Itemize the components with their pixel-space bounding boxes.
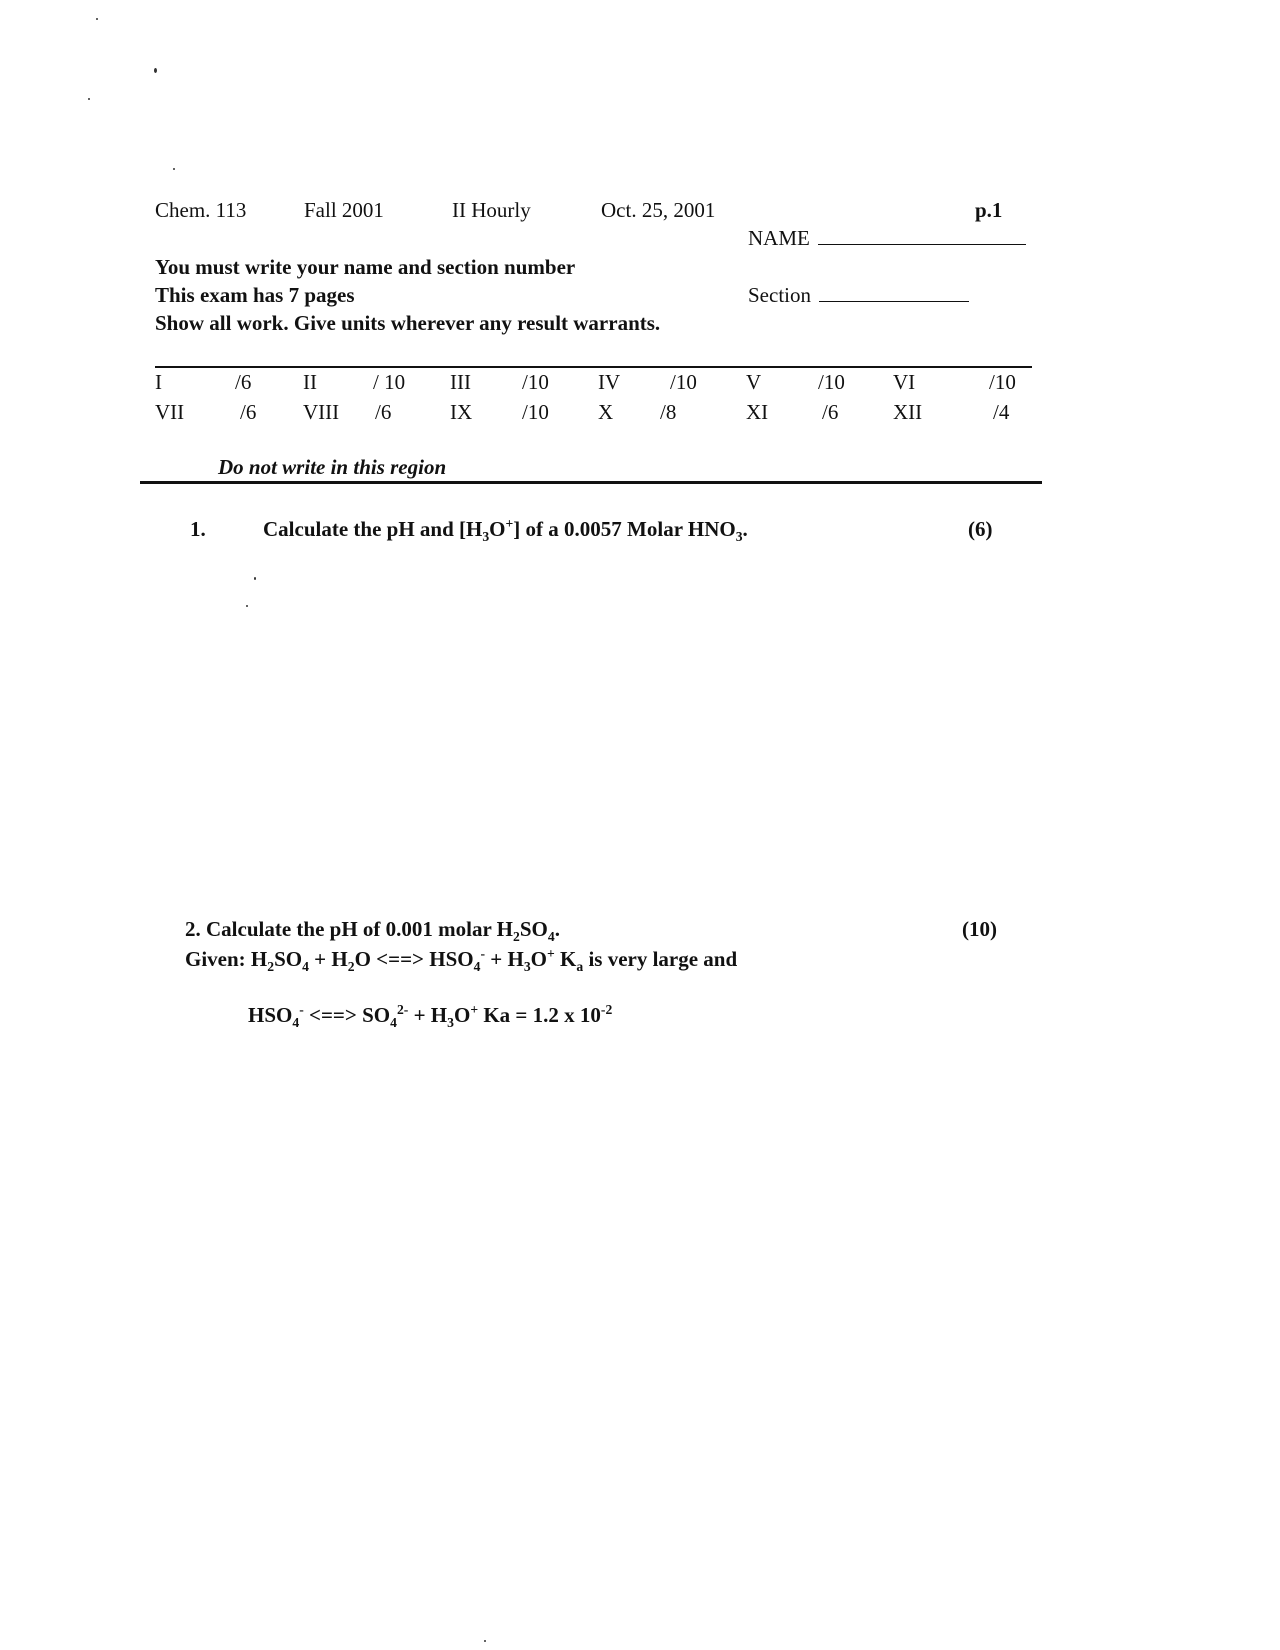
score-label: II [303, 370, 317, 394]
section-blank[interactable] [819, 283, 969, 302]
score-max: /6 [240, 400, 257, 424]
score-label: I [155, 370, 162, 394]
section-label: Section [748, 283, 811, 307]
name-label: NAME [748, 226, 810, 250]
score-label: XII [893, 400, 923, 424]
question-2-given: Given: $H_2SO_4 + H_2O$ <==> $HSO_4^- + H_3O^+$ $K_a$ is very large and [185, 946, 738, 975]
term: Fall 2001 [304, 198, 384, 222]
score-label: VI [893, 370, 916, 394]
score-max: /4 [993, 400, 1010, 424]
question-1-points: (6) [968, 517, 993, 541]
score-max: /6 [375, 400, 392, 424]
score-label: XI [746, 400, 769, 424]
scan-speck [246, 605, 248, 607]
exam-title: II Hourly [452, 198, 531, 222]
question-2-prompt: 2. Calculate the pH of 0.001 molar $H_2SO_4$. [185, 917, 560, 945]
score-max: /6 [235, 370, 252, 394]
score-label: V [746, 370, 762, 394]
question-1-text: Calculate the pH and $[H_3O^+]$ of a 0.0057 Molar $HNO_3$. [263, 516, 748, 545]
instruction-pages: This exam has 7 pages [155, 283, 355, 307]
instruction-name: You must write your name and section number [155, 255, 576, 279]
scan-speck [88, 98, 90, 100]
scan-speck [154, 68, 157, 73]
grading-region-bottom-rule [140, 481, 1042, 484]
score-max: / 10 [373, 370, 406, 394]
score-max: /10 [670, 370, 697, 394]
score-label: VII [155, 400, 185, 424]
score-label: IX [450, 400, 473, 424]
score-max: /8 [660, 400, 677, 424]
name-field[interactable] [748, 226, 1026, 251]
exam-date: Oct. 25, 2001 [601, 198, 716, 222]
question-2-equilibrium: $HSO_4^-$ <==> $SO_4^{2-} + H_3O^+$ Ka = 1.2 x $10^{-2}$ [248, 1002, 613, 1031]
course-name: Chem. 113 [155, 198, 247, 222]
scan-speck [173, 168, 175, 170]
score-max: /10 [818, 370, 845, 394]
score-max: /10 [522, 400, 549, 424]
grading-region-note: Do not write in this region [218, 455, 447, 479]
score-max: /10 [989, 370, 1016, 394]
score-max: /6 [822, 400, 839, 424]
question-1-number: 1. [190, 517, 206, 541]
instruction-work: Show all work. Give units wherever any result warrants. [155, 311, 661, 335]
score-max: /10 [522, 370, 549, 394]
score-table-top-rule [155, 366, 1032, 368]
page-number: p.1 [975, 198, 1003, 222]
name-blank[interactable] [818, 226, 1026, 245]
scan-speck [96, 18, 98, 20]
scan-speck [254, 577, 256, 580]
scan-speck [484, 1640, 486, 1642]
question-2-points: (10) [962, 917, 997, 941]
section-field[interactable] [748, 283, 969, 308]
score-label: III [450, 370, 471, 394]
score-label: VIII [303, 400, 340, 424]
score-label: X [598, 400, 614, 424]
score-label: IV [598, 370, 621, 394]
